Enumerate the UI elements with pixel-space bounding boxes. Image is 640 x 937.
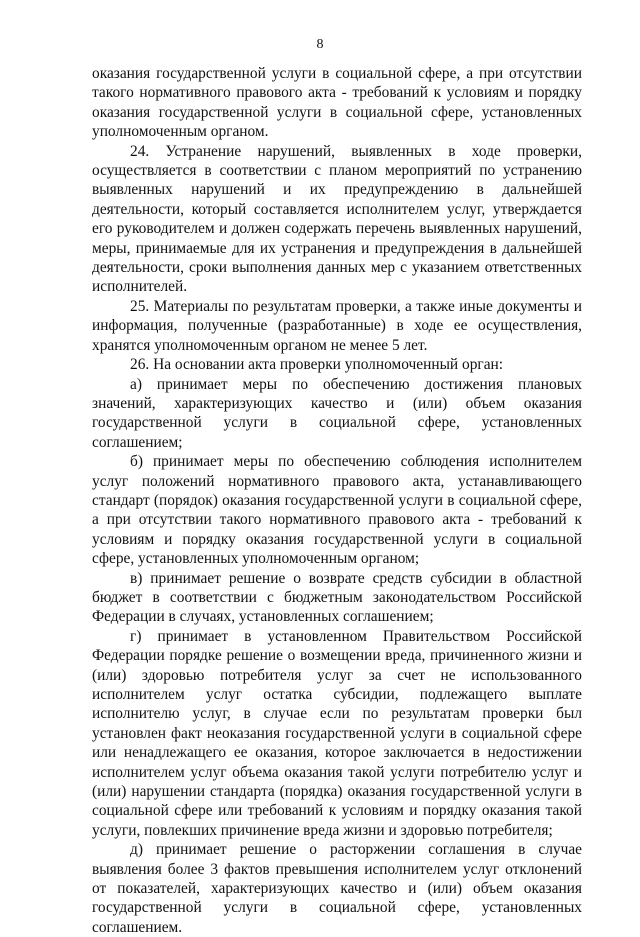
page-number: 8 [316, 37, 324, 52]
subparagraph-b: б) принимает меры по обеспечению соблюдения исполнителем услуг положений нормативного правового акта, устанавливающего стандарт (порядок) оказания государственной услуги в социальной сфере, а при отсутствии такого нормативного правового акта - требований к условиям и порядку оказания государственной услуги в социальной сфере, установленных уполномоченным органом; [92, 453, 582, 568]
subparagraph-g: г) принимает в установленном Правительством Российской Федерации порядке решение о возмещении вреда, причиненного жизни и (или) здоровью потребителя услуг за счет не использованного исполнителем услуг остатка субсидии, подлежащего выплате исполнителю услуг, в случае если по результатам проверки был установлен факт неоказания государственной услуги в социальной сфере или ненадлежащего ее оказания, которое заключается в недостижении исполнителем услуг объема оказания такой услуги потребителю услуг и (или) нарушении стандарта (порядка) оказания государственной услуги в социальной сфере или требований к условиям и порядку оказания такой услуги, повлекших причинение вреда жизни и здоровью потребителя; [92, 627, 582, 839]
document-body [92, 64, 582, 937]
paragraph-24: 24. Устранение нарушений, выявленных в ходе проверки, осуществляется в соответствии с планом мероприятий по устранению выявленных нарушений и их предупреждению в дальнейшей деятельности, который составляется исполнителем услуг, утверждается его руководителем и должен содержать перечень выявленных нарушений, меры, принимаемые для их устранения и предупреждения в дальнейшей деятельности, сроки выполнения данных мер с указанием ответственных исполнителей. [92, 142, 582, 296]
paragraph-25: 25. Материалы по результатам проверки, а также иные документы и информация, полученные (разработанные) в ходе ее осуществления, хранятся уполномоченным органом не менее 5 лет. [92, 297, 582, 354]
subparagraph-v: в) принимает решение о возврате средств субсидии в областной бюджет в соответствии с бюджетным законодательством Российской Федерации в случаях, установленных соглашением; [92, 569, 582, 626]
subparagraph-a: а) принимает меры по обеспечению достижения плановых значений, характеризующих качество и (или) объем оказания государственной услуги в социальной сфере, установленных соглашением; [92, 375, 582, 451]
paragraph-26: 26. На основании акта проверки уполномоченный орган: [130, 356, 504, 374]
subparagraph-d: д) принимает решение о расторжении соглашения в случае выявления более 3 фактов превышения исполнителем услуг отклонений от показателей, характеризующих качество и (или) объем оказания государственной услуги в социальной сфере, установленных соглашением. [92, 841, 582, 936]
paragraph-continuation: оказания государственной услуги в социальной сфере, а при отсутствии такого нормативного правового акта - требований к условиям и порядку оказания государственной услуги в социальной сфере, установленных уполномоченным органом. [92, 65, 582, 141]
